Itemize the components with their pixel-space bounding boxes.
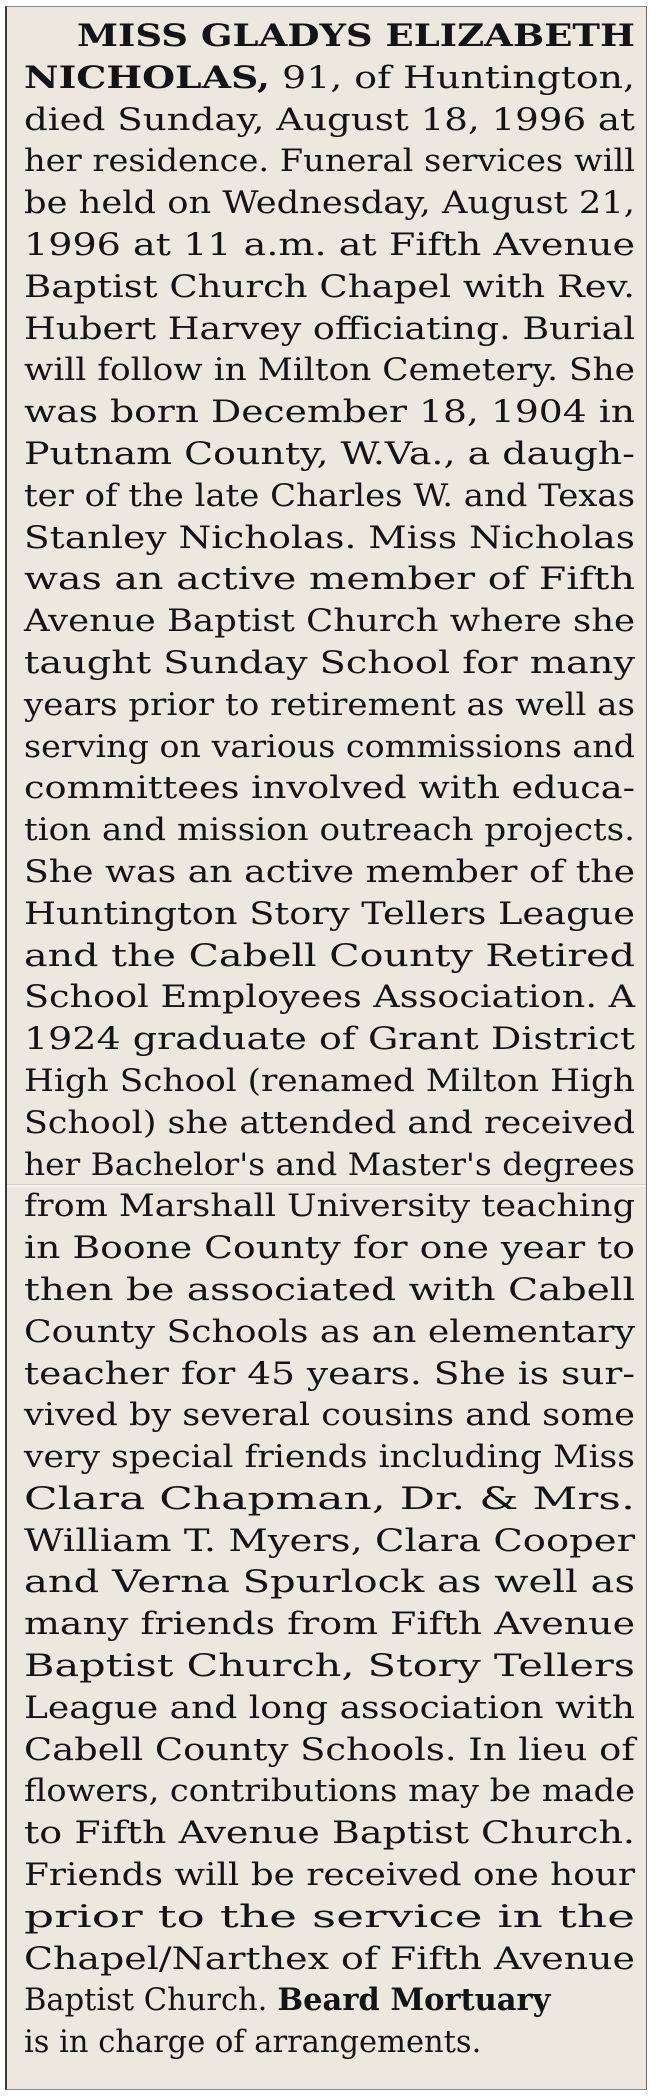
obituary-line (24, 852, 635, 894)
obituary-line-text: Huntington Story Tellers League (24, 896, 635, 932)
obituary-line-text: Baptist Church Chapel with Rev. (24, 269, 635, 305)
obituary-line-text: County Schools as an elementary (24, 1314, 635, 1350)
obituary-line-text: flowers, contributions may be made (24, 1774, 635, 1810)
obituary-line-text: was born December 18, 1904 in (24, 395, 635, 431)
obituary-line (24, 1688, 635, 1730)
obituary-line (24, 1019, 635, 1061)
obituary-line-text: School) she attended and received (24, 1105, 635, 1141)
obituary-line-text: her Bachelor's and Master's degrees (24, 1147, 635, 1183)
obituary-line-text: Friends will be received one hour (24, 1858, 635, 1894)
obituary-line (24, 643, 635, 685)
obituary-line (24, 1897, 635, 1939)
obituary-line (24, 2022, 635, 2064)
mortuary-name: Beard Mortuary (277, 1982, 551, 2019)
obituary-line-text: Putnam County, W.Va., a daugh- (24, 436, 635, 472)
obituary-line (24, 1312, 635, 1354)
obituary-line-text: tion and mission outreach projects. (24, 813, 635, 849)
obituary-line-text: be held on Wednesday, August 21, (24, 186, 635, 222)
obituary-line (24, 1145, 635, 1187)
obituary-line (24, 1395, 635, 1437)
obituary-line-text: School Employees Association. A (24, 980, 635, 1016)
obituary-line-text: to Fifth Avenue Baptist Church. (24, 1816, 635, 1852)
obituary-line-text: Avenue Baptist Church where she (24, 604, 635, 640)
obituary-line-text: and the Cabell County Retired (24, 938, 635, 974)
obituary-text (24, 16, 635, 2064)
obituary-line (24, 1437, 635, 1479)
obituary-line (24, 392, 635, 434)
obituary-line (24, 183, 635, 225)
obituary-line-text: Baptist Church, Story Tellers (24, 1649, 635, 1685)
obituary-line (24, 1186, 635, 1228)
obituary-line (24, 58, 635, 100)
name-heading-line-1: MISS GLADYS ELIZABETH (77, 18, 635, 54)
obituary-line (24, 768, 635, 810)
obituary-clipping (5, 6, 647, 2090)
obituary-line (24, 1354, 635, 1396)
obituary-line-text: High School (renamed Milton High (24, 1063, 635, 1099)
obituary-line (24, 936, 635, 978)
obituary-line (24, 1479, 635, 1521)
obituary-line-text: died Sunday, August 18, 1996 at (24, 102, 635, 138)
obituary-line-text: Stanley Nicholas. Miss Nicholas (24, 520, 635, 556)
obituary-line-text: in Boone County for one year to (24, 1231, 635, 1267)
obituary-line (24, 1061, 635, 1103)
obituary-line (24, 727, 635, 769)
obituary-line-text: 1924 graduate of Grant District (24, 1022, 635, 1058)
obituary-line-text: Clara Chapman, Dr. & Mrs. (24, 1481, 635, 1517)
obituary-line (24, 685, 635, 727)
obituary-line (24, 1980, 635, 2022)
obituary-line (24, 141, 635, 183)
obituary-line (24, 559, 635, 601)
obituary-line (24, 810, 635, 852)
obituary-line-text: committees involved with educa- (24, 771, 635, 807)
obituary-line-text: Cabell County Schools. In lieu of (24, 1732, 635, 1768)
obituary-line-text: is in charge of arrangements. (24, 2025, 482, 2061)
obituary-line-text: and Verna Spurlock as well as (24, 1565, 635, 1601)
obituary-line (24, 1939, 635, 1981)
obituary-line (24, 1228, 635, 1270)
obituary-line-text: will follow in Milton Cemetery. She (24, 353, 635, 389)
obituary-line (24, 1646, 635, 1688)
obituary-line (24, 1270, 635, 1312)
obituary-line (24, 1521, 635, 1563)
obituary-line-text: then be associated with Cabell (24, 1272, 635, 1308)
obituary-line-text: very special friends including Miss (24, 1440, 635, 1476)
obituary-line-text: She was an active member of the (24, 854, 635, 890)
obituary-line (24, 977, 635, 1019)
obituary-line-text: serving on various commissions and (24, 729, 635, 765)
obituary-line-text: William T. Myers, Clara Cooper (24, 1523, 635, 1559)
obituary-line (24, 100, 635, 142)
obituary-line (24, 16, 635, 58)
obituary-line (24, 1604, 635, 1646)
obituary-line-text: NICHOLAS, 91, of Huntington, (24, 58, 635, 100)
obituary-line-text: League and long association with (24, 1690, 635, 1726)
obituary-line-text: Baptist Church. (24, 1983, 268, 2019)
obituary-line (24, 350, 635, 392)
obituary-line (24, 1771, 635, 1813)
obituary-line (24, 518, 635, 560)
obituary-line-text: her residence. Funeral services will (24, 144, 635, 180)
obituary-line-text: Hubert Harvey officiating. Burial (24, 311, 635, 347)
obituary-line (24, 1103, 635, 1145)
obituary-line-text: Chapel/Narthex of Fifth Avenue (24, 1941, 635, 1977)
obituary-line (24, 1562, 635, 1604)
obituary-line (24, 894, 635, 936)
obituary-line-text: 1996 at 11 a.m. at Fifth Avenue (24, 227, 635, 263)
obituary-line (24, 601, 635, 643)
obituary-line-text: teacher for 45 years. She is sur- (24, 1356, 635, 1392)
obituary-line-text: many friends from Fifth Avenue (24, 1607, 635, 1643)
obituary-line-text: years prior to retirement as well as (24, 687, 635, 723)
obituary-line-text: from Marshall University teaching (24, 1189, 635, 1225)
obituary-line-text: vived by several cousins and some (24, 1398, 635, 1434)
obituary-line-text: taught Sunday School for many (24, 645, 635, 681)
obituary-line (24, 1730, 635, 1772)
obituary-line-text: ter of the late Charles W. and Texas (24, 478, 635, 514)
obituary-line (24, 225, 635, 267)
obituary-line (24, 1855, 635, 1897)
obituary-line-text: prior to the service in the (24, 1899, 635, 1935)
obituary-line (24, 476, 635, 518)
obituary-line (24, 267, 635, 309)
obituary-line (24, 309, 635, 351)
obituary-line-text: was an active member of Fifth (24, 562, 635, 598)
name-heading-line-2: NICHOLAS, (24, 59, 271, 96)
obituary-line (24, 434, 635, 476)
obituary-line (24, 1813, 635, 1855)
